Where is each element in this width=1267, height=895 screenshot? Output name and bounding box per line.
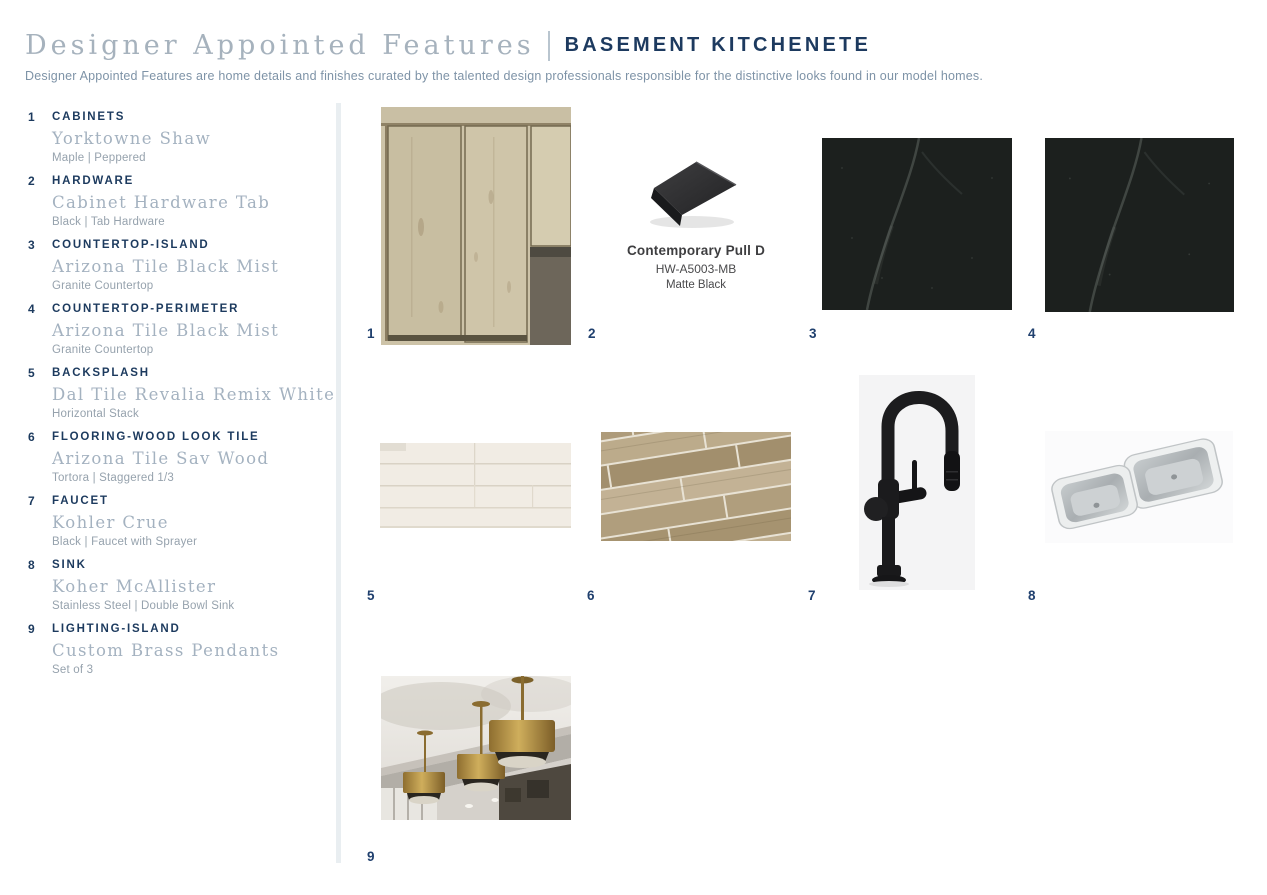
- feature-category: BACKSPLASH: [52, 367, 150, 379]
- feature-category: HARDWARE: [52, 175, 135, 187]
- gallery-number-6: 6: [587, 588, 595, 603]
- feature-detail: Stainless Steel | Double Bowl Sink: [52, 600, 235, 612]
- feature-detail: Horizontal Stack: [52, 408, 139, 420]
- doc-subtitle: Designer Appointed Features are home details and finishes curated by the talented design professionals responsible for the distinctive looks found in our model homes.: [25, 69, 984, 83]
- gallery-number-8: 8: [1028, 588, 1036, 603]
- feature-number: 8: [28, 558, 35, 572]
- feature-number: 5: [28, 366, 35, 380]
- doc-title: Designer Appointed Features: [25, 30, 535, 61]
- feature-detail: Granite Countertop: [52, 280, 154, 292]
- room-title: BASEMENT KITCHENETE: [564, 34, 871, 56]
- feature-detail: Black | Faucet with Sprayer: [52, 536, 198, 548]
- gallery-number-4: 4: [1028, 326, 1036, 341]
- pendant-lights-photo: [381, 676, 571, 820]
- feature-category: FAUCET: [52, 495, 109, 507]
- feature-category: SINK: [52, 559, 87, 571]
- feature-category: CABINETS: [52, 111, 126, 123]
- feature-category: COUNTERTOP-ISLAND: [52, 239, 210, 251]
- feature-product: Custom Brass Pendants: [52, 641, 280, 660]
- feature-product: Yorktowne Shaw: [52, 129, 212, 148]
- feature-detail: Tortora | Staggered 1/3: [52, 472, 175, 484]
- pull-caption-title: Contemporary Pull D: [626, 243, 766, 258]
- feature-item-flooring: [28, 430, 330, 485]
- granite-perimeter-swatch: [1045, 138, 1234, 312]
- feature-detail: Black | Tab Hardware: [52, 216, 165, 228]
- feature-item-sink: [28, 558, 330, 613]
- feature-number: 9: [28, 622, 35, 636]
- feature-number: 4: [28, 302, 35, 316]
- feature-detail: Maple | Peppered: [52, 152, 146, 164]
- gallery-number-1: 1: [367, 326, 375, 341]
- feature-number: 6: [28, 430, 35, 444]
- granite-island-swatch: [822, 138, 1012, 310]
- faucet-photo: [859, 375, 975, 590]
- feature-product: Kohler Crue: [52, 513, 169, 532]
- pull-caption: [596, 243, 796, 291]
- feature-product: Koher McAllister: [52, 577, 217, 596]
- gallery-number-9: 9: [367, 849, 375, 864]
- list-gallery-divider: [336, 103, 341, 863]
- feature-number: 7: [28, 494, 35, 508]
- gallery-number-3: 3: [809, 326, 817, 341]
- title-divider: [548, 31, 550, 61]
- feature-product: Arizona Tile Black Mist: [52, 321, 280, 340]
- feature-product: Arizona Tile Black Mist: [52, 257, 280, 276]
- feature-product: Cabinet Hardware Tab: [52, 193, 271, 212]
- feature-product: Dal Tile Revalia Remix White: [52, 385, 336, 404]
- feature-category: COUNTERTOP-PERIMETER: [52, 303, 240, 315]
- wood-look-tile-photo: [601, 432, 791, 541]
- features-list: [28, 110, 336, 686]
- feature-item-lighting: [28, 622, 330, 677]
- feature-category: LIGHTING-ISLAND: [52, 623, 181, 635]
- feature-item-faucet: [28, 494, 330, 549]
- feature-number: 3: [28, 238, 35, 252]
- feature-number: 2: [28, 174, 35, 188]
- feature-product: Arizona Tile Sav Wood: [52, 449, 270, 468]
- feature-category: FLOORING-WOOD LOOK TILE: [52, 431, 260, 443]
- feature-item-countertop-island: [28, 238, 330, 293]
- pull-caption-sku: HW-A5003-MB: [655, 262, 737, 276]
- cabinets-photo: [381, 107, 571, 345]
- gallery-number-2: 2: [588, 326, 596, 341]
- feature-detail: Granite Countertop: [52, 344, 154, 356]
- feature-item-backsplash: [28, 366, 336, 421]
- feature-item-hardware: [28, 174, 330, 229]
- backsplash-tile-swatch: [380, 443, 571, 528]
- feature-item-countertop-perimeter: [28, 302, 330, 357]
- feature-item-cabinets: [28, 110, 330, 165]
- feature-number: 1: [28, 110, 35, 124]
- gallery-number-7: 7: [808, 588, 816, 603]
- sink-photo: [1045, 431, 1233, 543]
- feature-detail: Set of 3: [52, 664, 94, 676]
- page-header: [25, 30, 871, 61]
- gallery-number-5: 5: [367, 588, 375, 603]
- hardware-pull-photo: [630, 155, 755, 233]
- pull-caption-finish: Matte Black: [665, 279, 727, 291]
